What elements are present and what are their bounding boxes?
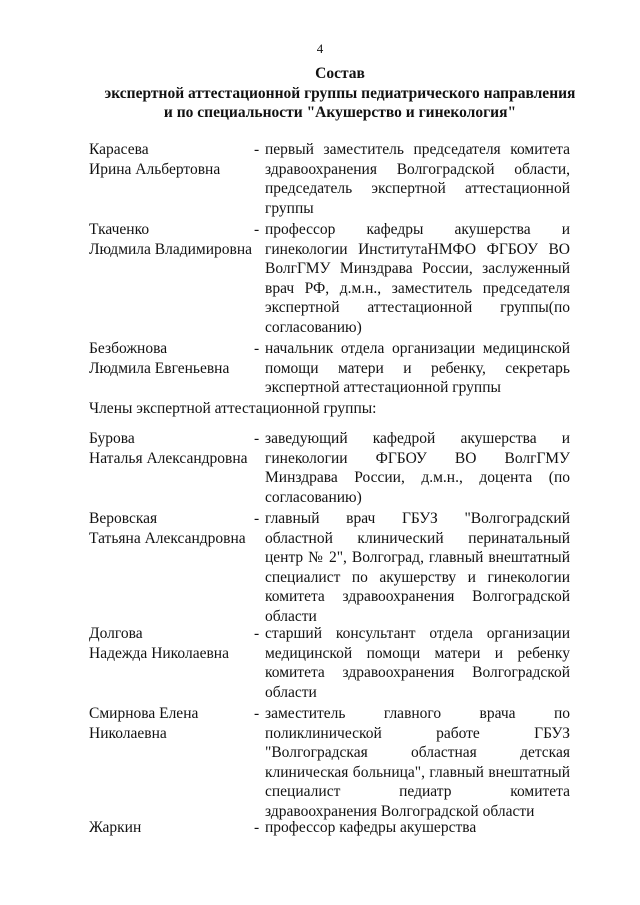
- entry-name: [89, 704, 259, 743]
- entry-role: начальник отдела организации медицинской помощи матери и ребенку, секретарь экспертной аттестационной группы: [265, 340, 570, 396]
- heading-subtitle-line1: экспертной аттестационной группы педиатрического направления: [104, 84, 576, 102]
- surname: Веровская: [89, 510, 158, 527]
- given-names: Наталья Александровна: [89, 449, 248, 467]
- entry-role: профессор кафедры акушерства: [265, 819, 477, 836]
- entry-name: [89, 339, 259, 378]
- entry-role: первый заместитель председателя комитета здравоохранения Волгоградской области, председатель экспертной аттестационной группы: [265, 141, 570, 217]
- surname: Смирнова Елена: [89, 705, 199, 722]
- entry-role: заведующий кафедрой акушерства и гинекологии ФГБОУ ВО ВолгГМУ Минздрава России, д.м.н., доцента (по согласованию): [265, 430, 570, 506]
- entry-dash: -: [254, 221, 260, 238]
- entry-dash: -: [254, 430, 260, 447]
- entry-role: старший консультант отдела организации медицинской помощи матери и ребенку комитета здравоохранения Волгоградской области: [265, 625, 570, 701]
- entry-name: [89, 624, 259, 663]
- entry-dash: -: [254, 705, 260, 722]
- members-label: Члены экспертной аттестационной группы:: [89, 400, 377, 417]
- page-number: 4: [316, 41, 324, 56]
- entry-name: [89, 140, 259, 179]
- given-names: Николаевна: [89, 724, 167, 742]
- entry-dash: -: [254, 819, 260, 836]
- surname: Бурова: [89, 430, 135, 447]
- entry-dash: -: [254, 141, 260, 158]
- surname: Карасева: [89, 141, 149, 158]
- given-names: Ирина Альбертовна: [89, 160, 221, 178]
- given-names: Людмила Владимировна: [89, 240, 253, 258]
- entry-name: [89, 220, 259, 259]
- entry-name: [89, 818, 259, 838]
- surname: Жаркин: [89, 819, 142, 836]
- entry-role: главный врач ГБУЗ "Волгоградский областной клинический перинатальный центр № 2", Волгоград, главный внештатный специалист по акушерству и гинекологии комитета здравоохранения Волгоградской области: [265, 510, 570, 625]
- entry-dash: -: [254, 510, 260, 527]
- surname: Долгова: [89, 625, 143, 642]
- entry-name: [89, 429, 259, 468]
- surname: Безбожнова: [89, 340, 168, 357]
- given-names: Надежда Николаевна: [89, 644, 229, 662]
- heading-title: Состав: [315, 65, 365, 82]
- given-names: Татьяна Александровна: [89, 529, 246, 547]
- entry-role: заместитель главного врача по поликлинической работе ГБУЗ "Волгоградская областная детская клиническая больница", главный внештатный специалист педиатр комитета здравоохранения Волгоградской области: [265, 705, 570, 820]
- entry-dash: -: [254, 625, 260, 642]
- given-names: Людмила Евгеньевна: [89, 359, 230, 377]
- entry-role: профессор кафедры акушерства и гинекологии ИнститутаНМФО ФГБОУ ВО ВолгГМУ Минздрава России, заслуженный врач РФ, д.м.н., заместитель председателя экспертной аттестационной группы(по согласованию): [265, 221, 570, 336]
- entry-name: [89, 509, 259, 548]
- entry-dash: -: [254, 340, 260, 357]
- document-heading: [60, 64, 620, 123]
- surname: Ткаченко: [89, 221, 150, 238]
- heading-subtitle-line2: и по специальности "Акушерство и гинекология": [163, 104, 517, 121]
